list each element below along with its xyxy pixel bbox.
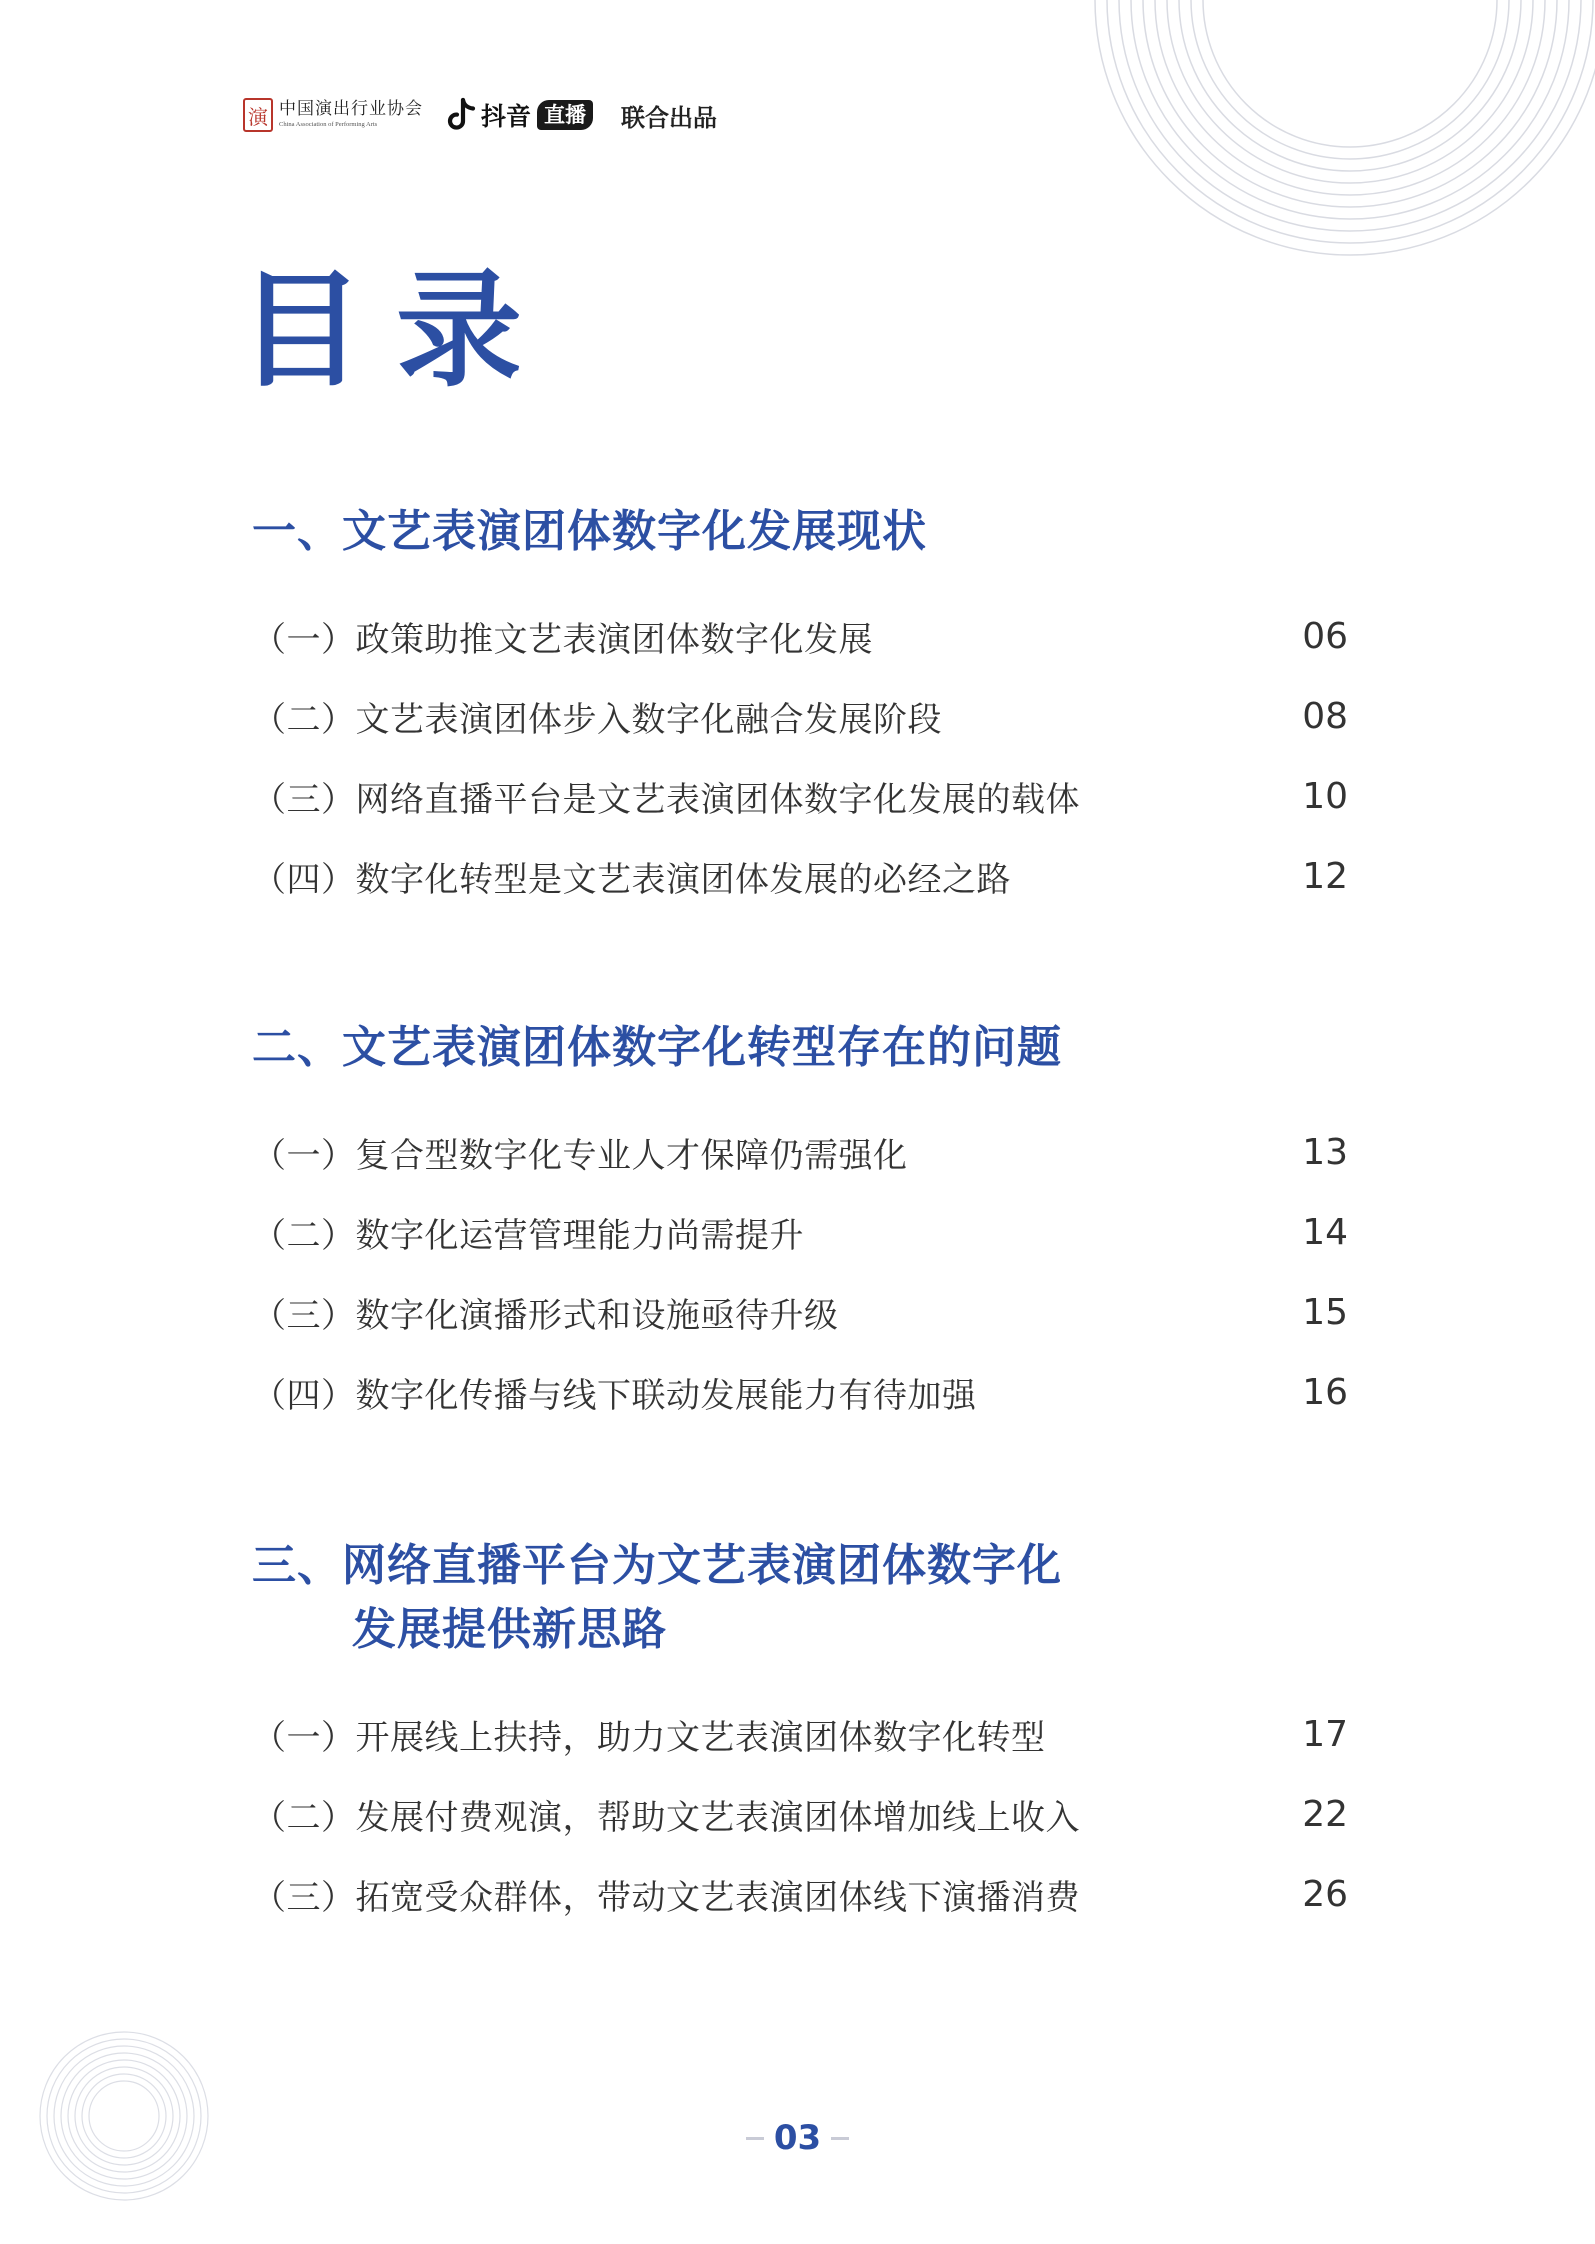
cpaa-text: [279, 101, 423, 129]
toc-entry[interactable]: [252, 1192, 1348, 1272]
toc-entry[interactable]: [252, 1854, 1348, 1934]
page-number-text: 03: [773, 2118, 822, 2158]
cpaa-english-name: China Association of Performing Arts: [279, 121, 378, 129]
toc-entry-label: （一）复合型数字化专业人才保障仍需强化: [252, 1135, 908, 1176]
douyin-live-logo: [445, 97, 593, 133]
toc-entry-label: （四）数字化传播与线下联动发展能力有待加强: [252, 1375, 977, 1416]
toc-entry-page: 12: [1302, 855, 1348, 897]
page-number-left-dash: [746, 2137, 764, 2140]
section-heading: [252, 1534, 1352, 1662]
section-heading-line1: 二、文艺表演团体数字化转型存在的问题: [252, 1022, 1062, 1073]
toc-entry[interactable]: [252, 1774, 1348, 1854]
toc-list: [252, 596, 1352, 916]
douyin-note-icon: [445, 97, 477, 133]
joint-production-label: 联合出品: [621, 103, 718, 132]
toc-section-1: [252, 500, 1352, 916]
page-number-right-dash: [831, 2137, 849, 2140]
section-heading: [252, 1016, 1352, 1080]
toc-entry-page: 10: [1302, 775, 1348, 817]
toc-entry-label: （一）开展线上扶持，助力文艺表演团体数字化转型: [252, 1717, 1046, 1758]
decorative-circles-top-right: [1090, 0, 1595, 260]
toc-entry-label: （一）政策助推文艺表演团体数字化发展: [252, 619, 873, 660]
toc-entry-page: 08: [1302, 695, 1348, 737]
toc-list: [252, 1112, 1352, 1432]
toc-entry-page: 26: [1302, 1873, 1348, 1915]
toc-entry-page: 15: [1302, 1291, 1348, 1333]
toc-entry[interactable]: [252, 1112, 1348, 1192]
decorative-circles-bottom-left: [38, 2030, 210, 2202]
toc-entry[interactable]: [252, 1352, 1348, 1432]
douyin-name: 抖音: [481, 102, 532, 131]
section-heading-line2: 发展提供新思路: [352, 1604, 667, 1655]
toc-entry-page: 17: [1302, 1713, 1348, 1755]
cpaa-seal-icon: 演: [243, 98, 273, 132]
toc-entry[interactable]: [252, 756, 1348, 836]
toc-entry-label: （三）网络直播平台是文艺表演团体数字化发展的载体: [252, 779, 1080, 820]
toc-entry[interactable]: [252, 836, 1348, 916]
toc-entry-page: 13: [1302, 1131, 1348, 1173]
section-heading: [252, 500, 1352, 564]
toc-entry[interactable]: [252, 596, 1348, 676]
page-title: 目录: [238, 257, 554, 404]
toc-list: [252, 1694, 1352, 1934]
live-badge: 直播: [537, 100, 593, 130]
toc-entry[interactable]: [252, 676, 1348, 756]
toc-section-3: [252, 1534, 1352, 1934]
cpaa-logo: [243, 98, 423, 132]
cpaa-name: 中国演出行业协会: [279, 99, 423, 120]
toc-section-2: [252, 1016, 1352, 1432]
toc-entry-label: （四）数字化转型是文艺表演团体发展的必经之路: [252, 859, 1011, 900]
toc-entry-label: （二）发展付费观演，帮助文艺表演团体增加线上收入: [252, 1797, 1080, 1838]
toc-entry-page: 14: [1302, 1211, 1348, 1253]
toc-entry-label: （三）数字化演播形式和设施亟待升级: [252, 1295, 839, 1336]
toc-entry-page: 06: [1302, 615, 1348, 657]
toc-entry-page: 22: [1302, 1793, 1348, 1835]
toc-entry[interactable]: [252, 1272, 1348, 1352]
toc-entry-page: 16: [1302, 1371, 1348, 1413]
header-logos: [243, 92, 717, 138]
section-heading-line1: 三、网络直播平台为文艺表演团体数字化: [252, 1540, 1062, 1591]
toc-entry-label: （二）文艺表演团体步入数字化融合发展阶段: [252, 699, 942, 740]
toc-entry-label: （三）拓宽受众群体，带动文艺表演团体线下演播消费: [252, 1877, 1080, 1918]
toc-entry-label: （二）数字化运营管理能力尚需提升: [252, 1215, 804, 1256]
page-number: [0, 2118, 1595, 2158]
toc-entry[interactable]: [252, 1694, 1348, 1774]
section-heading-line1: 一、文艺表演团体数字化发展现状: [252, 506, 927, 557]
